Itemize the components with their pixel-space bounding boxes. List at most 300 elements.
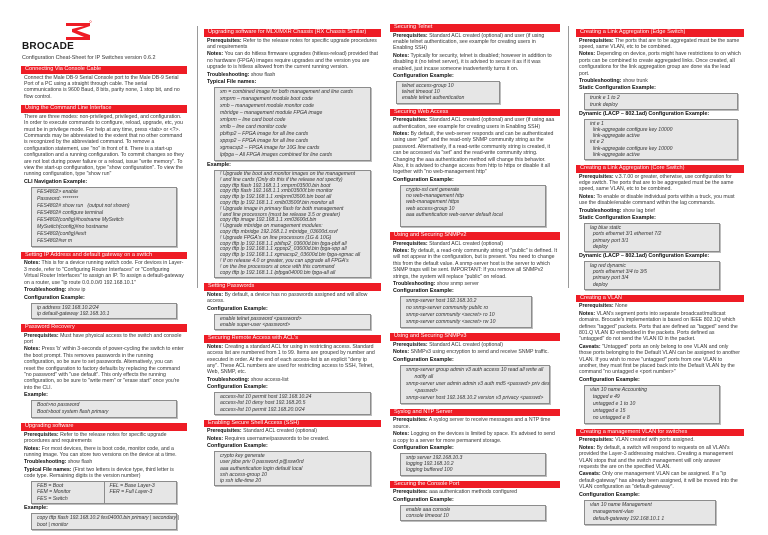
- code-box: [400, 505, 546, 521]
- code-line: <passwd>: [406, 387, 438, 394]
- section-console-port: [390, 481, 560, 521]
- code-line: lpfpga – All FPGA images combined for line cards: [220, 152, 333, 159]
- code-line: untagged e 15: [590, 407, 626, 414]
- code-line: FES4802(config)#exit: [37, 230, 86, 237]
- example-label: Configuration Example:: [393, 496, 454, 503]
- troubleshooting: [207, 377, 378, 383]
- notes-label: Notes:: [207, 435, 224, 442]
- code-line: FES4802> enable: [37, 188, 78, 195]
- code-line: Boot>no password: [37, 402, 80, 409]
- section-syslog-ntp: [390, 409, 560, 476]
- code-line: FES4802#wr m: [37, 237, 73, 244]
- code-line: ! and line processors (must be release 3.5 or greater): [220, 211, 341, 218]
- example-label: Configuration Example:: [579, 376, 640, 383]
- notes-text: By default, the web-server responds and can be authenticated using user "get" and the read-only SNMP community string as the password. Alternatively, if a read-write community string is created, it can be accessed via "set" and the read-write community string. Changing the aaa authentication method will change this behavior. Also, it is advised to change access from http to https or disable it all together with "no web-management http": [393, 131, 554, 176]
- example-label: Configuration Example:: [393, 356, 454, 363]
- table-cell: FEB = Boot: [37, 482, 64, 489]
- notes-label: Notes:: [579, 51, 596, 58]
- code-line: management-vlan: [590, 508, 634, 515]
- code-line: lag blue static: [590, 225, 622, 232]
- section-title: Syslog and NTP Server: [390, 409, 560, 417]
- code-box: [584, 119, 738, 160]
- code-line: copy tftp lp 192.168.1.1 xppsp2_03600d.bin fpga-xpp all: [220, 246, 347, 253]
- section-title: Creating a Link Aggregation (Edge Switch): [576, 29, 744, 37]
- column-4: [576, 29, 744, 530]
- code-line: trunk e 1 to 2: [590, 95, 620, 102]
- code-line: enable aaa console: [406, 506, 451, 513]
- code-line: copy tftp image 192.168.1.1 xm03600d.bin: [220, 217, 317, 224]
- code-box: [584, 500, 716, 525]
- notes-label: Notes:: [24, 260, 41, 267]
- notes: [207, 436, 378, 442]
- notes-label: Notes:: [207, 343, 224, 350]
- code-line: ip default-gateway 192.168.10.1: [37, 310, 110, 317]
- code-line: link-aggregate configure key 10000: [590, 127, 673, 134]
- section-cli: [21, 105, 187, 247]
- code-line: primary port 3/1: [590, 237, 629, 244]
- prerequisites-text: The ports that are to be aggregated must be the same speed, same VLAN, etc to be combined.: [579, 37, 740, 50]
- notes: [579, 311, 741, 343]
- code-line: access-list 10 deny host 192.168.20.5: [220, 400, 306, 407]
- section-text: Connect the Male DB-9 Serial Console port to the Male DB-9 Serial Port of a PC using a straight through cable. The serial communications is 9600 Baud, 8 bits, parity none, 1 stop bit, and no flow control.: [24, 74, 180, 100]
- code-line: Boot>boot system flash primary: [37, 409, 109, 416]
- notes-label: Notes:: [393, 247, 410, 254]
- code-box: [584, 261, 720, 290]
- troubleshooting-text: show flash: [67, 459, 93, 466]
- section-console-cable: [21, 66, 187, 100]
- notes: [207, 51, 378, 70]
- code-line: ! Upgrade the boot and monitor images on the management: [220, 171, 356, 178]
- troubleshooting-label: Troubleshooting:: [393, 280, 436, 287]
- example-label: Example:: [24, 505, 48, 512]
- notes-text: To enable or disable individual ports within a truck, you must use the disable/enable command within the lag commands.: [579, 193, 735, 207]
- code-line: copy tftp lp 192.168.1.1 pbifsp2_03600d.bin fpga-pbif all: [220, 240, 347, 247]
- notes-label: Notes:: [24, 346, 41, 353]
- section-title: Enabling Secure Shell Access (SSH): [204, 420, 381, 428]
- section-title: Connecting Via Console Cable: [21, 66, 187, 74]
- code-line: access-list 10 permit host 192.168.10.24: [220, 394, 312, 401]
- table-cell: FEL = Base Layer-3: [109, 482, 155, 489]
- code-box: [214, 392, 371, 415]
- code-line: copy tftp lp 192.168.1.1 xgmacsp2_03600d.bin fpga-xgmac all: [220, 252, 361, 259]
- table-cell: FEM = Monitor: [37, 489, 71, 496]
- code-line: copy tftp mbridge 192.168.1.1 mbridge_03600d.xsvf: [220, 229, 338, 235]
- section-title: Creating a VLAN: [576, 295, 744, 303]
- code-line: no snmp-server community public ro: [406, 305, 489, 312]
- code-line: logging 192.168.10.2: [406, 461, 454, 468]
- code-line: telnet access-group 10: [402, 83, 454, 90]
- section-acl: [204, 335, 381, 415]
- prerequisites: [579, 303, 741, 309]
- section-title: Securing Remote Access with ACL's: [204, 335, 381, 343]
- code-line: ! If on release 4.0 or greater, you can upgrade all FPGA's: [220, 257, 349, 264]
- prerequisites-text: aaa authenication methods configured: [429, 489, 518, 496]
- code-line: ! and line cards (Only do this if the release not specify): [220, 176, 343, 183]
- notes-text: You can do hitless firmware upgrades (hitless-reload) provided that no hardware (FPGA) images require upgrades and the version you are upgrade to is hitless allowed from the current running version.: [207, 51, 378, 71]
- troubleshooting-text: show snmp server: [436, 280, 479, 287]
- prerequisites: [579, 437, 741, 443]
- section-title: Using and Securing SNMPv3: [390, 333, 560, 341]
- notes: [393, 431, 557, 444]
- prerequisites: [393, 33, 557, 52]
- notes: [207, 292, 378, 305]
- notes: [24, 446, 184, 459]
- code-line: web access-group 10: [406, 205, 455, 212]
- dynamic-example-label: Dynamic (LACP – 802.1ad) Configuration Example:: [579, 252, 710, 259]
- notes: [393, 131, 557, 176]
- troubleshooting: [579, 208, 741, 214]
- code-line: xmb – management module monitor code: [220, 103, 315, 110]
- notes-text: SNMPv3 using encryption to send and receive SNMP traffic.: [410, 349, 549, 356]
- notes-text: Depending on device, ports might have restrictions to on which ports can be combined to create aggregated links. Once created, all configurations for the link aggregation group are done via the lead port.: [579, 51, 741, 77]
- code-box: [584, 223, 720, 252]
- prerequisites-label: Prerequisites:: [579, 303, 614, 310]
- troubleshooting-label: Troubleshooting:: [579, 207, 622, 214]
- example-label: Configuration Example:: [393, 73, 454, 80]
- code-line: ports ethernet 3/4 to 3/5: [590, 269, 647, 276]
- code-line: snmp-server group admin v3 auth access 10 read all write all: [406, 366, 544, 373]
- code-line: xm = combined image for both management and line cards: [220, 89, 353, 96]
- example-label: Configuration Example:: [393, 288, 454, 295]
- notes-label: Notes:: [579, 444, 596, 451]
- code-line: FES4802# configure terminal: [37, 209, 103, 216]
- code-line: int e 1: [590, 120, 604, 127]
- prerequisites-text: Standard ACL created (optional) and user (if using aaa authentication, see example for creating users in Enabling SSH): [393, 117, 555, 130]
- notes-label: Notes:: [579, 310, 596, 317]
- document-subtitle: Configuration Cheat-Sheet for IP Switches version 0.6.2: [22, 55, 156, 61]
- code-line: int e 2: [590, 139, 604, 146]
- section-title: Securing Web Access: [390, 109, 560, 117]
- static-example-label: Static Configuration Example:: [579, 215, 656, 222]
- prerequisites: [393, 342, 557, 348]
- section-title: Upgrading software for MLX/MXR Chassis (RX Chassis Similar): [204, 29, 381, 37]
- notes: [393, 53, 557, 72]
- notes-label: Notes:: [207, 51, 224, 58]
- example-label: Configuration Example:: [579, 491, 640, 498]
- table-column: [32, 482, 104, 504]
- prerequisites-text: v.3.7.00 or greater, otherwise, use configuration for edge switch. The ports that are to be aggregated must be the same speed, same VLAN, etc to be combined.: [579, 173, 734, 193]
- code-box: [31, 187, 177, 247]
- column-divider: [568, 26, 569, 288]
- troubleshooting-text: show flash: [250, 71, 276, 78]
- prerequisites-text: Refer to the release notes for specific upgrade procedures and requirements: [207, 37, 377, 50]
- prerequisites-text: Standard ACL created (optional): [243, 428, 317, 435]
- code-line: xmlprm – line card boot code: [220, 117, 286, 124]
- troubleshooting: [24, 459, 184, 465]
- section-text: There are three modes: non-privileged, privileged, and configuration. In order to execute commands to configure, reload, upgrade, etc, you must be in privilege mode. For help at any time, press <tab> or <?>. Commands may be abbreviated to the extent that no other command is recognized by the abbreviated command. To remove a configuration statement, use "no" in front of it. There is a start-up configuration and a running configuration. To commit changes so they are not lost during power failure or a reload, issue "write memory". To view the start-up configuration, type "show configuration". To view the running configuration, type "show run": [24, 113, 184, 178]
- prerequisites-text: A syslog server to receive messages and a NTP time source.: [393, 417, 551, 430]
- code-line: snmp-server community <secret> ro 10: [406, 312, 495, 319]
- section-title: Setting IP Address and default gateway on a switch: [21, 252, 187, 260]
- code-line: lag red dynamic: [590, 262, 626, 269]
- prerequisites-text: Refer to the release notes for specific upgrade procedures and requirements: [24, 431, 167, 445]
- section-title: Securing Telnet: [390, 24, 560, 32]
- table-cell: FER = Full Layer-3: [109, 489, 153, 496]
- code-box: [400, 365, 550, 404]
- prerequisites: [393, 117, 557, 130]
- column-2: [204, 29, 381, 491]
- section-telnet: [390, 24, 560, 104]
- code-line: link-aggregate configure key 10000: [590, 145, 673, 152]
- column-1: [21, 66, 187, 535]
- notes: [207, 344, 378, 376]
- notes-text: Requires username/passwords to be created.: [224, 435, 330, 442]
- file-names-label: Typical File names:: [207, 79, 257, 86]
- code-line: tagged e 49: [590, 393, 620, 400]
- code-line: access-list 10 permit 192.168.20.0/24: [220, 406, 305, 413]
- file-type-table: [31, 481, 177, 505]
- notes-label: Notes:: [393, 131, 410, 138]
- static-example-label: Static Configuration Example:: [579, 85, 656, 92]
- prerequisites-text: Must have physical access to the switch and console port: [24, 332, 182, 345]
- code-line: link-aggregate active: [590, 133, 640, 140]
- example-label: Configuration Example:: [24, 294, 85, 301]
- code-box: [31, 513, 177, 529]
- code-box: [584, 385, 720, 424]
- section-vlan: [576, 295, 744, 424]
- code-line: snmp-server host 192.168.10.2 version v3 privacy <passwd>: [406, 394, 544, 401]
- code-line: xgmacsp2 – FPGA image for 10G line cards: [220, 145, 320, 152]
- troubleshooting-text: show access-list: [250, 376, 289, 383]
- table-cell: FES = Switch: [37, 495, 68, 502]
- code-line: web-management https: [406, 199, 460, 206]
- section-title: Password Recovery: [21, 324, 187, 332]
- code-line: ! Upgrade FPGA's on line processors (1G & 10G): [220, 234, 332, 241]
- prerequisites-label: Prerequisites:: [393, 341, 428, 348]
- code-box: [31, 400, 177, 418]
- code-line: ! Upgrade image in primary flash for both management: [220, 205, 344, 212]
- code-line: ip address 192.168.10.2/24: [37, 304, 99, 311]
- prerequisites-text: Standard ACL created (optional) and user (if using enable telnet authentication, see example for creating users in Enabling SSH): [393, 32, 545, 52]
- code-line: copy tftp lp 192.168.1.1 xmlb03500f.bin monitor all: [220, 200, 334, 207]
- code-line: xmlb – line card monitor code: [220, 124, 287, 131]
- code-box: [400, 453, 546, 476]
- troubleshooting-label: Troubleshooting:: [24, 287, 67, 294]
- notes-label: Notes:: [393, 349, 410, 356]
- section-password-recovery: [21, 324, 187, 418]
- code-line: console timeout 10: [406, 512, 449, 519]
- section-lag-edge: [576, 29, 744, 160]
- code-line: enable super-user <password>: [220, 321, 291, 328]
- prerequisites-text: Standard ACL created (optional): [429, 341, 503, 348]
- notes-label: Notes:: [579, 193, 596, 200]
- table-column: [104, 482, 177, 504]
- prerequisites: [393, 417, 557, 430]
- code-line: xmprm – management module boot code: [220, 96, 313, 103]
- section-lag-core: [576, 165, 744, 290]
- example-label: Example:: [24, 392, 48, 399]
- code-line: no web-management http: [406, 193, 464, 200]
- code-line: copy tftp flash 192.168.1.1 xmb03500f.bin monitor: [220, 188, 333, 195]
- code-line: ! Upgrade mbridge on management modules:: [220, 223, 323, 230]
- code-line: default-gateway 192.168.10.1 1: [590, 515, 665, 522]
- notes-text: Typically for security, telnet is disabled; however in addition to disabling it (no telnet server), it is advised to secure it as if it was enabled, just incase someone inadvertently turns it on.: [393, 52, 552, 72]
- notes-label: Notes:: [393, 52, 410, 59]
- troubleshooting-text: show lag brief: [622, 207, 655, 214]
- code-line: logging buffered 100: [406, 467, 453, 474]
- code-box: [396, 81, 500, 104]
- notes-label: Notes:: [207, 291, 224, 298]
- prerequisites-label: Prerequisites:: [393, 489, 428, 496]
- dynamic-example-label: Dynamic (LACP – 802.1ad) Configuration Example:: [579, 110, 710, 117]
- prerequisites: [24, 432, 184, 445]
- code-line: ip ssh idle-time 20: [220, 478, 262, 485]
- notes: [24, 346, 184, 391]
- notes-text: Creating a standard ACL for using in restricting access. Standard access list are numbered from 1 to 99. Items are grouped by number and executed in order. At the end of each access-list is an explicit "deny ip any". These ACL numbers are used for restricting access to SSH, Telnet, Web, SNMP, etc.: [207, 343, 375, 376]
- brocade-logo-icon: [64, 20, 92, 42]
- brand-name: BROCADE: [22, 41, 74, 52]
- notes-label: Notes:: [393, 431, 410, 438]
- example-label: CLI Navigation Example:: [24, 178, 88, 185]
- section-snmpv3: [390, 333, 560, 403]
- troubleshooting: [24, 287, 184, 293]
- file-names-label: Typical File names:: [24, 466, 72, 473]
- notes-text: By default, a switch will respond to requests on all VLAN's provided the Layer-3 addressing matches. Creating a management VLAN stops that and the switch management will only answer requests the are on the specified VLAN.: [579, 444, 733, 470]
- section-title: Creating a management VLAN for switches: [576, 429, 744, 437]
- notes: [24, 260, 184, 286]
- prerequisites-label: Prerequisites:: [24, 332, 59, 339]
- code-line: vlan 10 name Accounting: [590, 386, 648, 393]
- prerequisites-text: Standard ACL created (optional): [429, 240, 503, 247]
- caveats: [579, 471, 741, 490]
- section-ssh: [204, 420, 381, 486]
- code-line: FES4802(config)#hostname MySwitch: [37, 216, 124, 223]
- code-line: primary port 3/4: [590, 275, 629, 282]
- code-box: [214, 170, 371, 278]
- notes-text: VLAN's segment ports into separate broadcast/multicast domains. Brocade's implementation is based on IEEE 802.1Q which defines "tagged" packets. Ports that are defined as "tagged" send the 801.Q VLAN ID embedded in the packets. Ports defined as "untagged" do not send the VLAN ID in the packet.: [579, 310, 738, 343]
- section-title: Setting Passwords: [204, 283, 381, 291]
- code-box: [400, 185, 546, 227]
- code-box: [214, 451, 371, 486]
- example-label: Configuration Example:: [393, 444, 454, 451]
- code-line: copy tftp lp 192.168.1.1 lpfpga04000.bin fpga-all all: [220, 269, 336, 276]
- code-box: [214, 314, 371, 330]
- code-line: snmp-server community <secret> rw 10: [406, 319, 496, 326]
- section-title: Securing the Console Port: [390, 481, 560, 489]
- section-title: Creating a Link Aggregation (Core Switch): [576, 165, 744, 173]
- prerequisites-label: Prerequisites:: [393, 417, 428, 424]
- troubleshooting-text: show trunk: [622, 78, 648, 85]
- code-line: notify all: [406, 373, 434, 380]
- example-label: Configuration Example:: [207, 305, 268, 312]
- code-box: [31, 303, 177, 319]
- prerequisites: [24, 333, 184, 346]
- notes: [579, 445, 741, 471]
- prerequisites-label: Prerequisites:: [24, 431, 59, 438]
- prerequisites-label: Prerequisites:: [207, 428, 242, 435]
- code-line: untagged e 1 to 10: [590, 400, 636, 407]
- example-label: Configuration Example:: [207, 384, 268, 391]
- section-title: Using and Securing SNMPv2: [390, 232, 560, 240]
- code-box: [584, 93, 738, 109]
- code-line: link-aggregate active: [590, 151, 640, 158]
- troubleshooting-label: Troubleshooting:: [24, 459, 67, 466]
- notes-text: By default, a device has no passwords assigned and will allow access.: [207, 291, 368, 305]
- section-management-vlan: [576, 429, 744, 525]
- section-title: Using the Command Line Interface: [21, 105, 187, 113]
- prerequisites-label: Prerequisites:: [207, 37, 242, 44]
- code-line: aaa authentication login default local: [220, 465, 303, 472]
- troubleshooting-label: Troubleshooting:: [579, 78, 622, 85]
- prerequisites: [579, 174, 741, 193]
- notes-text: This is for a device running switch code. For devices in Layer-3 mode, refer to "Configuring Router Interfaces" or "Configuring Virtual Router Interfaces" to assign an IP. To assign a default-gateway on a router, use "ip route 0.0.0.0/0 192.168.10.1": [24, 260, 184, 286]
- code-line: xppsp2 – FPGA image for all line cards: [220, 138, 309, 145]
- code-line: aaa authentication web-server default local: [406, 211, 503, 218]
- file-names-text: (First two letters is device type, third letter is code type. Remaining digits is the version number): [24, 466, 174, 480]
- prerequisites-label: Prerequisites:: [579, 437, 614, 444]
- code-line: deploy: [590, 281, 608, 288]
- section-web-access: [390, 109, 560, 227]
- code-line: enable telnet password <password>: [220, 315, 302, 322]
- notes-label: Notes:: [24, 445, 41, 452]
- section-ip-address: [21, 252, 187, 319]
- troubleshooting-text: show ip: [67, 287, 86, 294]
- code-line: mbridge – management module FPGA image: [220, 110, 323, 117]
- section-title: Upgrading software: [21, 423, 187, 431]
- file-names-box: [214, 87, 371, 161]
- notes-text: For most devices, there is boot code, monitor code, and a running image. You can store two versions on the device at a time.: [24, 445, 177, 458]
- prerequisites-label: Prerequisites:: [579, 37, 614, 44]
- caveats-label: Caveats:: [579, 343, 601, 350]
- prerequisites: [579, 38, 741, 51]
- notes-text: Press 'b' within 3-seconds of power-cycling the switch to enter the boot prompt. This removes passwords in the running configuration, so be sure to set passwords. Alternatively, you can reset the configuration to factory defaults by replacing the command "no password" with "use default". This only effects the running configuration, so be sure to "write mem" or "erase start" once you're into the CLI.: [24, 346, 184, 391]
- notes: [579, 194, 741, 207]
- file-names: [24, 467, 184, 480]
- notes-text: Logging on the devices is limited by space. It's advised to send a copy to a server for more permanent storage.: [393, 431, 555, 444]
- prerequisites-text: None: [615, 303, 628, 310]
- column-divider: [197, 26, 198, 288]
- caveats-text: "Untagged" ports an only belong to one VLAN and only those ports belonging to the Default VLAN can be assigned to another VLAN. If you wish to move "untagged" ports from one VLAN to another, they must first be placed back into the Default VLAN by the command "no untagged e <port number>": [579, 343, 740, 376]
- code-line: crypto key generate: [220, 453, 265, 460]
- code-line: snmp-server host 192.168.10.2: [406, 298, 477, 305]
- notes: [579, 51, 741, 77]
- code-line: snmp-server user admin admin v3 auth md5 <passwd> priv des: [406, 380, 550, 387]
- code-line: trunk deploy: [590, 101, 618, 108]
- troubleshooting: [207, 72, 378, 78]
- prerequisites: [393, 489, 557, 495]
- code-line: vlan 10 name Management: [590, 501, 652, 508]
- code-box: [400, 296, 532, 328]
- code-line: Password: ********: [37, 195, 79, 202]
- prerequisites: [393, 241, 557, 247]
- troubleshooting: [579, 78, 741, 84]
- prerequisites: [207, 38, 378, 51]
- troubleshooting-label: Troubleshooting:: [207, 71, 250, 78]
- code-line: user jdoe priv 0 password p@ssw0rd: [220, 459, 304, 466]
- troubleshooting-label: Troubleshooting:: [207, 376, 250, 383]
- prerequisites-label: Prerequisites:: [393, 240, 428, 247]
- prerequisites-label: Prerequisites:: [579, 173, 614, 180]
- prerequisites: [207, 428, 378, 434]
- code-line: ssh access-group 10: [220, 471, 268, 478]
- example-label: Configuration Example:: [207, 443, 268, 450]
- code-line: pbifsp2 – FPGA image for all line cards: [220, 131, 309, 138]
- code-line: deploy: [590, 243, 608, 250]
- troubleshooting: [393, 281, 557, 287]
- code-line: ports ethernet 3/1 ethernet 7/2: [590, 231, 662, 238]
- code-line: copy tftp lp 192.168.1.1 xmlprm03500.bin boot all: [220, 194, 332, 201]
- prerequisites-label: Prerequisites:: [393, 32, 428, 39]
- column-3: [390, 24, 560, 526]
- prerequisites-text: VLAN created with ports assigned.: [615, 437, 695, 444]
- code-line: no untagged e 8: [590, 414, 630, 421]
- code-line: sntp server 192.168.10.3: [406, 454, 463, 461]
- code-line: copy tftp flash 192.168.10.2 fes04000.bin primary | secondary |: [37, 515, 179, 522]
- example-label: Example:: [207, 162, 231, 169]
- section-snmpv2: [390, 232, 560, 328]
- prerequisites-label: Prerequisites:: [393, 117, 428, 124]
- section-upgrading-software: [21, 423, 187, 530]
